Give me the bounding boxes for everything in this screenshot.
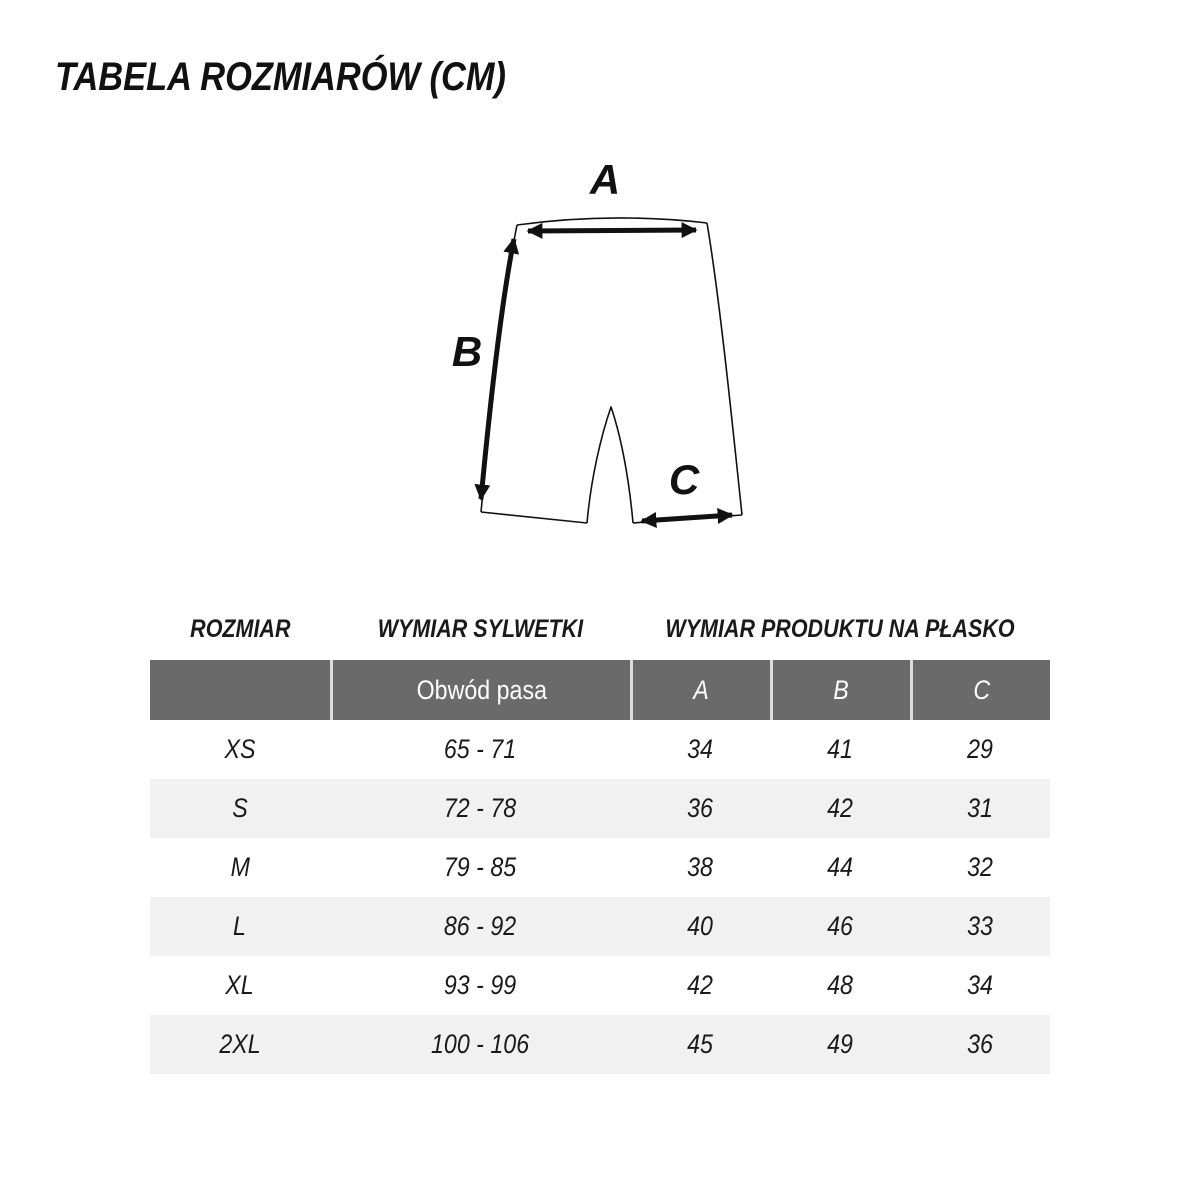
table-row-xl	[150, 956, 1050, 1015]
c-cell: 36	[967, 1029, 993, 1059]
measure-arrow-b	[481, 239, 514, 499]
table-row-2xl	[150, 1015, 1050, 1074]
b-cell: 46	[827, 911, 853, 941]
c-cell: 31	[967, 793, 993, 823]
shorts-outline	[481, 218, 742, 523]
size-cell: S	[232, 793, 248, 823]
page-title: TABELA ROZMIARÓW (CM)	[55, 55, 506, 99]
a-cell: 38	[687, 852, 713, 882]
a-cell: 36	[687, 793, 713, 823]
size-cell: XL	[225, 970, 255, 1000]
table-row-l	[150, 897, 1050, 956]
header-cell-size	[150, 660, 330, 720]
a-cell: 42	[687, 970, 713, 1000]
group-header-size: ROZMIAR	[189, 614, 291, 643]
table-row-xs	[150, 720, 1050, 779]
header-cell-a: A	[630, 660, 770, 720]
header-cell-b: B	[770, 660, 910, 720]
table-row-m	[150, 838, 1050, 897]
diagram-label-b: B	[451, 328, 483, 375]
waist-cell: 65 - 71	[443, 734, 517, 764]
size-cell: 2XL	[219, 1029, 261, 1059]
table-group-headers	[150, 606, 1050, 652]
table-row-s	[150, 779, 1050, 838]
diagram-label-c: C	[668, 456, 700, 503]
c-cell: 32	[967, 852, 993, 882]
waist-cell: 79 - 85	[443, 852, 517, 882]
size-cell: L	[233, 911, 247, 941]
a-cell: 40	[687, 911, 713, 941]
b-cell: 41	[827, 734, 853, 764]
measure-arrow-c	[642, 515, 732, 521]
c-cell: 34	[967, 970, 993, 1000]
size-cell: XS	[224, 734, 256, 764]
waist-cell: 86 - 92	[443, 911, 517, 941]
group-header-product-flat: WYMIAR PRODUKTU NA PŁASKO	[665, 614, 1015, 643]
group-header-body-measure: WYMIAR SYLWETKI	[377, 614, 583, 643]
waist-cell: 93 - 99	[443, 970, 517, 1000]
table-header-row	[150, 660, 1050, 720]
b-cell: 49	[827, 1029, 853, 1059]
c-cell: 33	[967, 911, 993, 941]
diagram-label-a: A	[589, 156, 621, 203]
b-cell: 42	[827, 793, 853, 823]
waist-cell: 100 - 106	[430, 1029, 530, 1059]
a-cell: 34	[687, 734, 713, 764]
b-cell: 48	[827, 970, 853, 1000]
a-cell: 45	[687, 1029, 713, 1059]
waist-cell: 72 - 78	[443, 793, 517, 823]
size-table	[150, 660, 1050, 1074]
header-cell-c: C	[910, 660, 1050, 720]
measure-arrow-a	[528, 230, 696, 231]
header-cell-waist: Obwód pasa	[330, 660, 630, 720]
size-cell: M	[230, 852, 250, 882]
b-cell: 44	[827, 852, 853, 882]
shorts-diagram	[420, 140, 820, 570]
c-cell: 29	[967, 734, 993, 764]
